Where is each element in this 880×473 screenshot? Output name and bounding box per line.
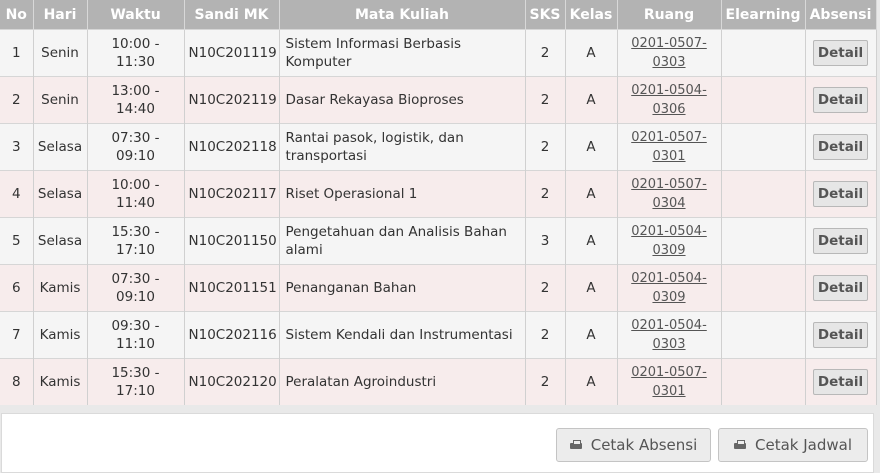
table-row xyxy=(0,30,876,77)
cell-hari: Senin xyxy=(33,30,87,77)
room-link[interactable]: 0201-0504- 0309 xyxy=(631,271,707,305)
table-header-row xyxy=(0,0,876,30)
cell-elearning xyxy=(721,218,805,265)
cell-elearning xyxy=(721,124,805,171)
header-elearning: Elearning xyxy=(721,0,805,30)
cell-kelas: A xyxy=(565,312,617,359)
header-sks: SKS xyxy=(525,0,565,30)
waktu-end: 14:40 xyxy=(116,101,155,117)
cell-elearning xyxy=(721,312,805,359)
header-kelas: Kelas xyxy=(565,0,617,30)
cell-ruang xyxy=(617,312,721,359)
cell-kelas: A xyxy=(565,77,617,124)
room-link[interactable]: 0201-0507- 0301 xyxy=(631,365,707,399)
mata-kuliah-line1: Rantai pasok, logistik, dan xyxy=(285,130,464,146)
cell-waktu xyxy=(87,77,184,124)
footer-panel xyxy=(1,413,874,473)
cell-no: 3 xyxy=(0,124,33,171)
cetak-absensi-button[interactable] xyxy=(556,428,711,462)
detail-button[interactable]: Detail xyxy=(813,275,868,301)
cell-no: 4 xyxy=(0,171,33,218)
cell-no: 7 xyxy=(0,312,33,359)
cell-waktu xyxy=(87,124,184,171)
cell-hari: Senin xyxy=(33,77,87,124)
cell-kelas: A xyxy=(565,359,617,406)
mata-kuliah-line1: Peralatan Agroindustri xyxy=(285,374,437,390)
cell-sandi-mk: N10C201150 xyxy=(184,218,279,265)
mata-kuliah-line1: Pengetahuan dan Analisis Bahan xyxy=(285,224,507,240)
header-no: No xyxy=(0,0,33,30)
room-link[interactable]: 0201-0507- 0304 xyxy=(631,177,707,211)
cetak-absensi-label: Cetak Absensi xyxy=(590,436,698,454)
cell-hari: Selasa xyxy=(33,218,87,265)
room-link[interactable]: 0201-0504- 0303 xyxy=(631,318,707,352)
waktu-start: 07:30 - xyxy=(111,271,160,287)
cell-ruang xyxy=(617,265,721,312)
cell-ruang xyxy=(617,359,721,406)
cell-sandi-mk: N10C202120 xyxy=(184,359,279,406)
cell-mata-kuliah xyxy=(279,265,525,312)
cell-elearning xyxy=(721,77,805,124)
cell-no: 1 xyxy=(0,30,33,77)
cell-sks: 2 xyxy=(525,124,565,171)
cell-mata-kuliah xyxy=(279,359,525,406)
table-row xyxy=(0,77,876,124)
cell-mata-kuliah xyxy=(279,171,525,218)
cell-no: 8 xyxy=(0,359,33,406)
print-icon xyxy=(734,440,746,451)
cell-waktu xyxy=(87,30,184,77)
room-link[interactable]: 0201-0507- 0303 xyxy=(631,36,707,70)
cell-mata-kuliah xyxy=(279,30,525,77)
room-link[interactable]: 0201-0504- 0309 xyxy=(631,224,707,258)
waktu-start: 09:30 - xyxy=(111,318,160,334)
cell-mata-kuliah xyxy=(279,77,525,124)
cell-waktu xyxy=(87,359,184,406)
cell-no: 6 xyxy=(0,265,33,312)
cell-no: 2 xyxy=(0,77,33,124)
room-link[interactable]: 0201-0504- 0306 xyxy=(631,83,707,117)
cell-kelas: A xyxy=(565,30,617,77)
mata-kuliah-line2: alami xyxy=(285,242,323,258)
cell-elearning xyxy=(721,265,805,312)
room-link[interactable]: 0201-0507- 0301 xyxy=(631,130,707,164)
cell-absensi xyxy=(805,218,876,265)
cell-kelas: A xyxy=(565,265,617,312)
cell-hari: Selasa xyxy=(33,124,87,171)
cell-absensi xyxy=(805,77,876,124)
detail-button[interactable]: Detail xyxy=(813,228,868,254)
cell-sandi-mk: N10C202117 xyxy=(184,171,279,218)
cell-hari: Kamis xyxy=(33,312,87,359)
cell-absensi xyxy=(805,265,876,312)
detail-button[interactable]: Detail xyxy=(813,181,868,207)
cell-ruang xyxy=(617,218,721,265)
cell-elearning xyxy=(721,171,805,218)
waktu-start: 10:00 - xyxy=(111,36,160,52)
cell-sks: 2 xyxy=(525,171,565,218)
cell-sandi-mk: N10C202118 xyxy=(184,124,279,171)
cell-no: 5 xyxy=(0,218,33,265)
detail-button[interactable]: Detail xyxy=(813,134,868,160)
cell-kelas: A xyxy=(565,124,617,171)
cell-ruang xyxy=(617,124,721,171)
cetak-jadwal-label: Cetak Jadwal xyxy=(755,436,852,454)
header-absensi: Absensi xyxy=(805,0,876,30)
cell-ruang xyxy=(617,171,721,218)
header-hari: Hari xyxy=(33,0,87,30)
detail-button[interactable]: Detail xyxy=(813,40,868,66)
mata-kuliah-line1: Riset Operasional 1 xyxy=(285,186,418,202)
mata-kuliah-line1: Penanganan Bahan xyxy=(285,280,417,296)
cell-elearning xyxy=(721,359,805,406)
mata-kuliah-line1: Dasar Rekayasa Bioproses xyxy=(285,92,464,108)
waktu-start: 07:30 - xyxy=(111,130,160,146)
cell-waktu xyxy=(87,312,184,359)
print-icon xyxy=(570,440,582,451)
cetak-jadwal-button[interactable] xyxy=(718,428,868,462)
waktu-end: 11:30 xyxy=(116,54,155,70)
mata-kuliah-line1: Sistem Informasi Berbasis xyxy=(285,36,462,52)
cell-sandi-mk: N10C202119 xyxy=(184,77,279,124)
cell-kelas: A xyxy=(565,171,617,218)
cell-sks: 2 xyxy=(525,30,565,77)
header-mata-kuliah: Mata Kuliah xyxy=(279,0,525,30)
cell-ruang xyxy=(617,30,721,77)
cell-hari: Selasa xyxy=(33,171,87,218)
cell-kelas: A xyxy=(565,218,617,265)
waktu-start: 13:00 - xyxy=(111,83,160,99)
cell-sandi-mk: N10C201119 xyxy=(184,30,279,77)
mata-kuliah-line2: Komputer xyxy=(285,54,352,70)
cell-mata-kuliah xyxy=(279,312,525,359)
waktu-start: 15:30 - xyxy=(111,365,160,381)
waktu-start: 10:00 - xyxy=(111,177,160,193)
waktu-end: 11:10 xyxy=(116,336,155,352)
cell-mata-kuliah xyxy=(279,218,525,265)
cell-sks: 2 xyxy=(525,77,565,124)
waktu-end: 17:10 xyxy=(116,242,155,258)
header-sandi-mk: Sandi MK xyxy=(184,0,279,30)
table-row xyxy=(0,218,876,265)
table-row xyxy=(0,312,876,359)
cell-elearning xyxy=(721,30,805,77)
cell-sks: 2 xyxy=(525,265,565,312)
cell-waktu xyxy=(87,218,184,265)
cell-sks: 3 xyxy=(525,218,565,265)
detail-button[interactable]: Detail xyxy=(813,322,868,348)
mata-kuliah-line2: transportasi xyxy=(285,148,367,164)
table-row xyxy=(0,359,876,406)
waktu-end: 09:10 xyxy=(116,289,155,305)
table-row xyxy=(0,124,876,171)
cell-waktu xyxy=(87,171,184,218)
cell-absensi xyxy=(805,30,876,77)
cell-sks: 2 xyxy=(525,312,565,359)
mata-kuliah-line1: Sistem Kendali dan Instrumentasi xyxy=(285,327,513,343)
cell-hari: Kamis xyxy=(33,359,87,406)
table-row xyxy=(0,265,876,312)
waktu-end: 09:10 xyxy=(116,148,155,164)
waktu-end: 11:40 xyxy=(116,195,155,211)
detail-button[interactable]: Detail xyxy=(813,87,868,113)
cell-waktu xyxy=(87,265,184,312)
cell-sandi-mk: N10C201151 xyxy=(184,265,279,312)
waktu-end: 17:10 xyxy=(116,383,155,399)
cell-ruang xyxy=(617,77,721,124)
cell-sks: 2 xyxy=(525,359,565,406)
cell-hari: Kamis xyxy=(33,265,87,312)
detail-button[interactable]: Detail xyxy=(813,369,868,395)
cell-absensi xyxy=(805,359,876,406)
waktu-start: 15:30 - xyxy=(111,224,160,240)
cell-mata-kuliah xyxy=(279,124,525,171)
cell-absensi xyxy=(805,171,876,218)
cell-absensi xyxy=(805,124,876,171)
header-ruang: Ruang xyxy=(617,0,721,30)
header-waktu: Waktu xyxy=(87,0,184,30)
table-row xyxy=(0,171,876,218)
cell-sandi-mk: N10C202116 xyxy=(184,312,279,359)
cell-absensi xyxy=(805,312,876,359)
